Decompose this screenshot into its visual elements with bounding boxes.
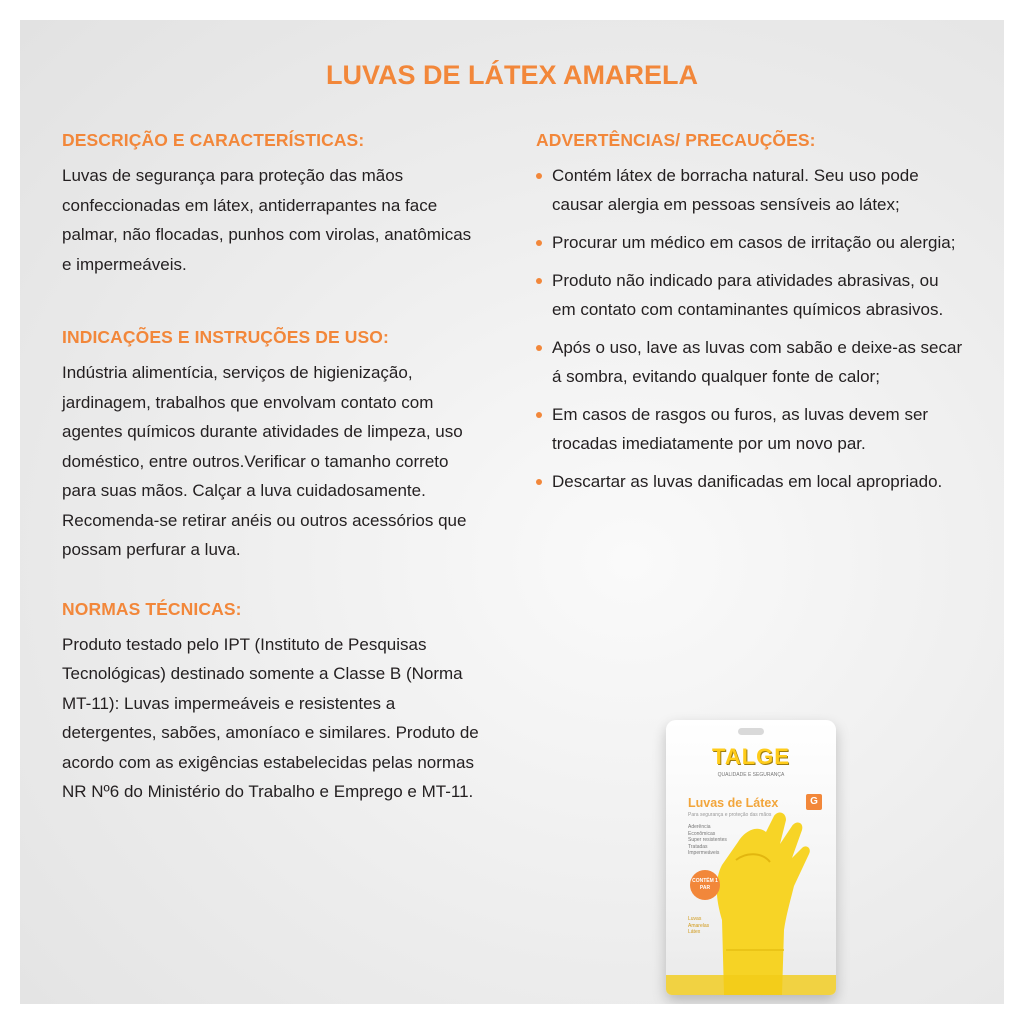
bullet-icon [536,173,542,179]
pair-badge: CONTÉM 1 PAR [690,870,720,900]
bullet-icon [536,278,542,284]
advertencias-list [536,161,966,496]
hang-hole [738,728,764,735]
feature-item: Super resistentes [688,837,727,843]
section-indicacoes [62,327,482,565]
product-sheet [20,20,1004,1004]
normas-heading: NORMAS TÉCNICAS: [62,598,242,619]
list-item [536,333,966,391]
descricao-text: Luvas de segurança para proteção das mãos confeccionadas em látex, antiderrapantes na face palmar, não flocadas, punhos com virolas, anatômicas e impermeáveis. [62,166,472,274]
bullet-icon [536,240,542,246]
left-column [62,130,482,855]
advertencia-text: Produto não indicado para atividades abrasivas, ou em contato com contaminantes químicos abrasivos. [552,271,944,319]
advertencia-text: Descartar as luvas danificadas em local apropriado. [552,472,943,491]
footer-line: Látex [688,929,701,935]
brand-logo: TALGE [712,744,790,769]
list-item [536,161,966,219]
advertencia-text: Em casos de rasgos ou furos, as luvas devem ser trocadas imediatamente por um novo par. [552,405,929,453]
package-subtitle: Para segurança e proteção das mãos [688,812,772,818]
feature-item: Econômicas [688,830,716,837]
advertencia-text: Após o uso, lave as luvas com sabão e deixe-as secar á sombra, evitando qualquer fonte de calor; [552,338,963,386]
descricao-heading: DESCRIÇÃO E CARACTERÍSTICAS: [62,130,365,150]
section-descricao [62,130,482,279]
list-item [536,467,966,496]
bullet-icon [536,345,542,351]
footer-line: Luvas [688,916,702,922]
feature-item: Impermeáveis [688,850,720,856]
advertencia-text: Procurar um médico em casos de irritação ou alergia; [552,233,956,252]
right-column [536,130,966,505]
package-product-name: Luvas de Látex [688,796,779,810]
product-package-image [666,720,836,995]
package-footer [688,916,709,936]
feature-item: Tratadas [688,843,708,850]
advertencias-heading: ADVERTÊNCIAS/ PRECAUÇÕES: [536,130,816,150]
bullet-icon [536,479,542,485]
size-badge: G [806,794,822,810]
normas-text: Produto testado pelo IPT (Instituto de Pesquisas Tecnológicas) destinado somente a Classe B (Norma MT-11): Luvas impermeáveis e resistentes a detergentes, sabões, amoníaco e similares. Produto de acordo com as exigências estabelecidas pelas normas NR Nº6 do Ministério do Trabalho e Emprego e MT-11. [62,634,479,801]
list-item [536,266,966,324]
indicacoes-heading: INDICAÇÕES E INSTRUÇÕES DE USO: [62,327,389,347]
list-item [536,228,966,257]
indicacoes-text: Indústria alimentícia, serviços de higienização, jardinagem, trabalhos que envolvam contato com agentes químicos durante atividades de limpeza, uso doméstico, entre outros.Verificar o tamanho correto para suas mãos. Calçar a luva cuidadosamente. Recomenda-se retirar anéis ou outros acessórios que possam perfurar a luva. [62,363,467,559]
package-features [688,824,727,857]
list-item [536,400,966,458]
advertencia-text: Contém látex de borracha natural. Seu uso pode causar alergia em pessoas sensíveis ao látex; [552,166,919,214]
section-normas [62,599,482,807]
brand-tagline: QUALIDADE E SEGURANÇA [717,772,785,778]
feature-item: Aderência [688,824,711,830]
bullet-icon [536,412,542,418]
footer-line: Amarelas [688,922,710,929]
page-title: LUVAS DE LÁTEX AMARELA [325,60,698,90]
